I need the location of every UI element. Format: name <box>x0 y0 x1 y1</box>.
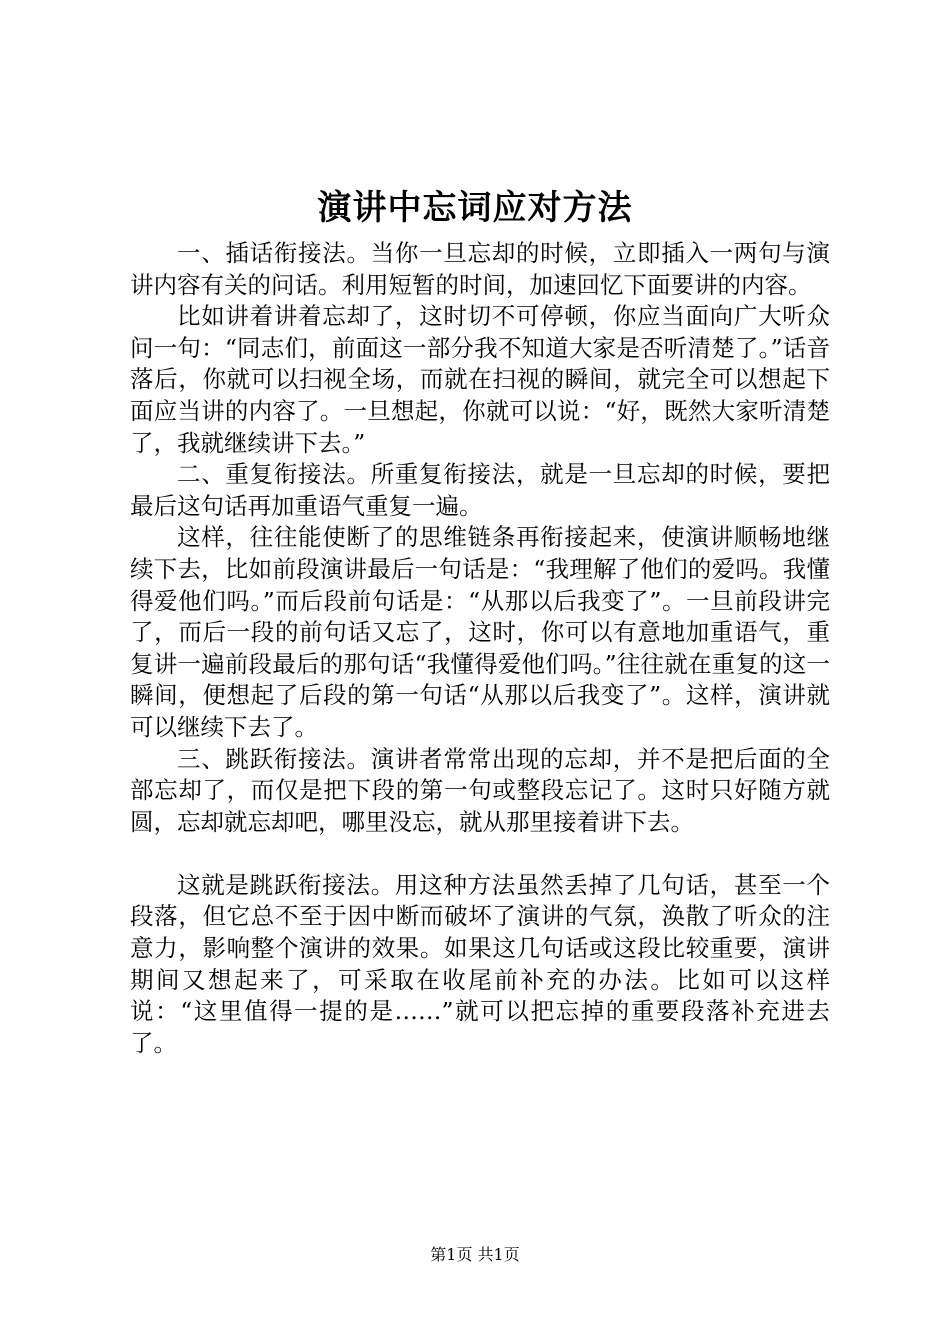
document-body <box>130 238 830 1059</box>
document-title: 演讲中忘词应对方法 <box>317 188 633 228</box>
paragraph-5: 三、跳跃衔接法。演讲者常常出现的忘却，并不是把后面的全部忘却了，而仅是把下段的第一句或整段忘记了。这时只好随方就圆，忘却就忘却吧，哪里没忘，就从那里接着讲下去。 <box>130 744 830 836</box>
paragraph-1: 一、插话衔接法。当你一旦忘却的时候，立即插入一两句与演讲内容有关的问话。利用短暂的时间，加速回忆下面要讲的内容。 <box>130 239 830 299</box>
paragraph-2: 比如讲着讲着忘却了，这时切不可停顿，你应当面向广大听众问一句：“同志们，前面这一部分我不知道大家是否听清楚了。”话音落后，你就可以扫视全场，而就在扫视的瞬间，就完全可以想起下面应当讲的内容了。一旦想起，你就可以说：“好，既然大家听清楚了，我就继续讲下去。” <box>130 302 830 457</box>
paragraph-6: 这就是跳跃衔接法。用这种方法虽然丢掉了几句话，甚至一个段落，但它总不至于因中断而破坏了演讲的气氛，涣散了听众的注意力，影响整个演讲的效果。如果这几句话或这段比较重要，演讲期间又想起来了，可采取在收尾前补充的办法。比如可以这样说：“这里值得一提的是……”就可以把忘掉的重要段落补充进去了。 <box>130 870 830 1057</box>
page-footer: 第1页 共1页 <box>430 1245 520 1264</box>
paragraph-4: 这样，往往能使断了的思维链条再衔接起来，使演讲顺畅地继续下去，比如前段演讲最后一句话是：“我理解了他们的爱吗。我懂得爱他们吗。”而后段前句话是：“从那以后我变了”。一旦前段讲完了，而后一段的前句话又忘了，这时，你可以有意地加重语气，重复讲一遍前段最后的那句话“我懂得爱他们吗。”往往就在重复的这一瞬间，便想起了后段的第一句话“从那以后我变了”。这样，演讲就可以继续下去了。 <box>130 523 830 741</box>
paragraph-3: 二、重复衔接法。所重复衔接法，就是一旦忘却的时候，要把最后这句话再加重语气重复一遍。 <box>130 460 830 520</box>
